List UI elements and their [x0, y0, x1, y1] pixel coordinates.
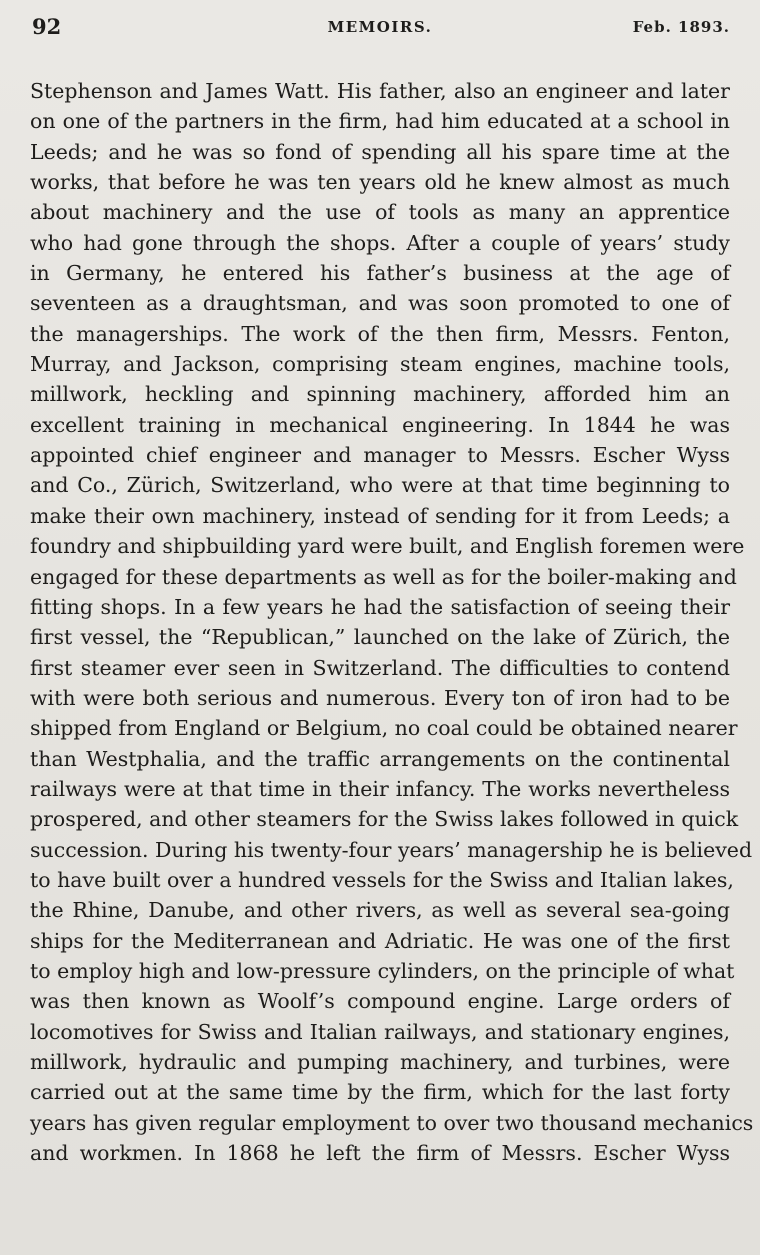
text-line: than Westphalia, and the traffic arrangements on the continental: [30, 746, 730, 771]
text-line: appointed chief engineer and manager to Messrs. Escher Wyss: [30, 443, 730, 468]
text-line: Murray, and Jackson, comprising steam engines, machine tools,: [30, 352, 730, 377]
text-line: who had gone through the shops. After a couple of years’ study: [30, 230, 730, 255]
text-line: Stephenson and James Watt. His father, also an engineer and later: [30, 79, 730, 103]
text-line: and Co., Zürich, Switzerland, who were at that time beginning to: [30, 473, 730, 498]
text-line: carried out at the same time by the firm, which for the last forty: [30, 1080, 730, 1105]
text-line: to employ high and low-pressure cylinders, on the principle of what: [30, 958, 735, 983]
text-line: excellent training in mechanical engineering. In 1844 he was: [30, 412, 730, 437]
text-line: fitting shops. In a few years he had the satisfaction of seeing their: [30, 594, 730, 619]
text-line: railways were at that time in their infancy. The works nevertheless: [30, 776, 730, 801]
text-line: seventeen as a draughtsman, and was soon promoted to one of: [30, 291, 730, 316]
text-line: succession. During his twenty-four years’ managership he is believed: [30, 837, 753, 862]
text-line: works, that before he was ten years old he knew almost as much: [30, 170, 730, 195]
text-line: prospered, and other steamers for the Swiss lakes followed in quick: [30, 807, 739, 832]
body-text: [30, 76, 754, 1168]
text-line: foundry and shipbuilding yard were built, and English foremen were: [30, 534, 745, 559]
header-date: Feb. 1893.: [632, 18, 730, 36]
text-line: Leeds; and he was so fond of spending all his spare time at the: [30, 139, 730, 164]
text-line: shipped from England or Belgium, no coal could be obtained nearer: [30, 716, 738, 741]
text-line: first steamer ever seen in Switzerland. The difficulties to contend: [30, 655, 730, 680]
text-line: in Germany, he entered his father’s business at the age of: [30, 261, 730, 286]
text-line: about machinery and the use of tools as many an apprentice: [30, 200, 730, 225]
text-line: on one of the partners in the firm, had him educated at a school in: [30, 109, 730, 134]
text-line: engaged for these departments as well as for the boiler-making and: [30, 564, 737, 589]
text-line: millwork, heckling and spinning machinery, afforded him an: [30, 382, 730, 407]
text-line: first vessel, the “Republican,” launched on the lake of Zürich, the: [30, 625, 730, 650]
running-head: MEMOIRS.: [327, 18, 433, 36]
text-line: the Rhine, Danube, and other rivers, as well as several sea-going: [30, 898, 730, 923]
text-line: ships for the Mediterranean and Adriatic. He was one of the first: [30, 928, 730, 953]
text-line: to have built over a hundred vessels for the Swiss and Italian lakes,: [30, 867, 734, 892]
text-line: was then known as Woolf’s compound engine. Large orders of: [30, 989, 730, 1014]
text-line: and workmen. In 1868 he left the firm of Messrs. Escher Wyss: [30, 1141, 730, 1166]
text-line: the managerships. The work of the then firm, Messrs. Fenton,: [30, 321, 730, 346]
text-line: millwork, hydraulic and pumping machinery, and turbines, were: [30, 1050, 730, 1074]
page-number: 92: [32, 14, 62, 39]
text-line: make their own machinery, instead of sending for it from Leeds; a: [30, 503, 730, 528]
page-header: [30, 14, 730, 54]
text-line: with were both serious and numerous. Every ton of iron had to be: [30, 685, 730, 710]
text-line: years has given regular employment to over two thousand mechanics: [30, 1110, 754, 1135]
text-line: locomotives for Swiss and Italian railways, and stationary engines,: [30, 1019, 730, 1044]
